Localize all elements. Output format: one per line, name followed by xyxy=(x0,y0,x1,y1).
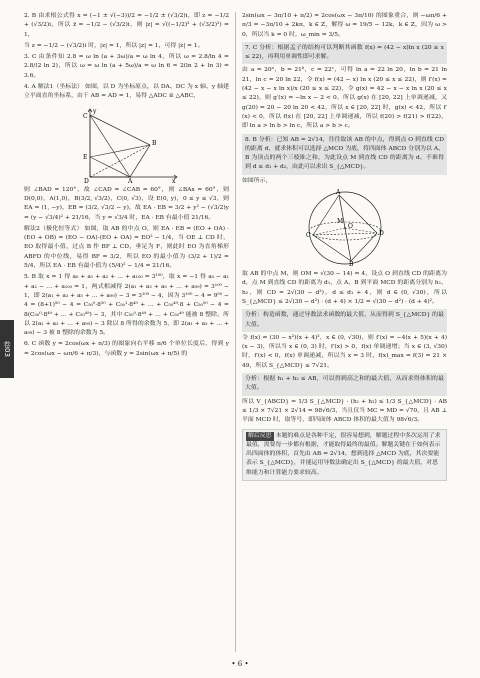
label-A: A xyxy=(335,189,340,197)
label-E: E xyxy=(82,153,87,161)
label-C: C xyxy=(82,112,88,120)
label-B: B xyxy=(151,139,156,147)
solution-4b: 则 ∠BAD = 120°，故 ∠CAD = ∠CAB = 60°，则 ∠BAx = 60°，则 D(0,0)，A(1,0)，B(3/2, √3/2)，C(0, √3)，设 E(0, y)，0 ≤ y ≤ √3，则 EA = (1, −y)，EB = (3/2, √3/2 − y)，故 EA · EB = 3/2 + y² − (√3/2)y = (y − √3/4)² + 21/16，当 y = √3/4 时，EA · EB 有最小值 21/16。 xyxy=(24,186,229,221)
label-D: D xyxy=(83,177,89,183)
volume-side-tab: 卷03 xyxy=(0,320,14,378)
solution-7-analysis: 7. C 分析：根据孟子的结构可以判断其函数 f(x) = (42 − x)ln x (20 ≤ x ≤ 22)，再利用单调性即可求解。 xyxy=(242,42,447,65)
reflection-note xyxy=(242,429,447,481)
label-M: M xyxy=(336,218,343,226)
column-divider xyxy=(235,12,236,652)
sphere-tetrahedron-diagram xyxy=(299,189,391,267)
label-y: y xyxy=(92,107,96,115)
solution-7: 由 a = 20ᵃ，b = 21ᵇ，c = 22ᶜ，可得 ln a = 22 ln 20，ln b = 21 ln 21，ln c = 20 ln 22，令 f(x) = (42 − x) ln x (20 ≤ x ≤ 22)，则 f′(x) = (42 − x − x ln x)/x (20 ≤ x ≤ 22)，令 g(x) = 42 − x − x ln x (20 ≤ x ≤ 22)，则 g′(x) = −ln x − 2 < 0，所以 g(x) 在 [20, 22] 上单调递减，又 g(20) = 20 − 20 ln 20 < 42，所以 x ∈ [20, 22] 时，g(x) < 42，所以 f′(x) < 0，所以 f(x) 在 [20, 22] 上单调递减，所以 f(20) > f(21) > f(22)，即 ln a > ln b > ln c，所以 a > b > c。 xyxy=(242,67,447,130)
label-A: A xyxy=(127,177,132,183)
page-number: • 6 • xyxy=(231,660,249,668)
reflection-text: 本题的难点是各种不定，很容易想到，解题过程中多次运用了求最值，需要每一步都有根据，才能取得最终的最值。解题关键在于如何表示出四面体的体积，首先由 AB = 2√14，想到选择 △MCD 为底，其次要能表示 S_{△MCD}，并能运用导数法确定出 S_{△MCD} 的最大值，对思维能力和计算能力要求较高。 xyxy=(246,432,441,476)
solution-8-analysis: 8. B 分析：已知 AB = 2√14，往往取该 AB 的中点，得到点 O 到直线 CD 的距离 d，就求体积可以选择 △MCD 为底，将四面体 ABCD 分别为以 A、B 为顶点的两个三棱锥之和，为此设点 M 到直线 CD 的距离为 d，不难得到 d ≤ d₁ + d₂，由此可以求出 S_{△MCD}。 xyxy=(242,134,447,175)
solution-8-conclusion: 所以 V_{ABCD} = 1/3 S_{△MCD} · (h₁ + h₂) ≤ 1/3 S_{△MCD} · AB ≤ 1/3 × 7√21 × 2√14 = 98√6/3，当且仅当 MC = MD = √70，且 AB ⊥ 平面 MCD 时，取等号，即四面体 ABCD 体积的最大值为 98√6/3。 xyxy=(242,398,447,424)
solution-2a: 2. B 由求根公式得 x = (−1 ± √(−3))/2 = −1/2 ± (√3/2)i，即 z = −1/2 + (√3/2)i，所以 z̄ = −1/2 − (√3/2)i，则 |z| = √((−1/2)² + (√3/2)²) = 1， xyxy=(24,13,229,38)
reflection-label: 解后反思 xyxy=(246,432,274,441)
solution-2b: 当 z = −1/2 − (√3/2)i 时，|z| = 1，所以 |z| = 1，可得 |z| = 1。 xyxy=(24,42,204,49)
solution-5: 5. B 取 x = 1 得 a₀ + a₁ + a₂ + … + a₁₀₀ = 3¹⁰⁰，取 x = −1 得 a₀ − a₁ + a₂ − … + a₁₀₀ = 1，两式相减得 2(a₁ + a₃ + a₅ + … + a₉₉) = 3¹⁰⁰ − 1，即 2(a₁ + a₃ + a₅ + … + a₉₉) − 3 = 3¹⁰⁰ − 4，因为 3¹⁰⁰ − 4 = 9⁵⁰ − 4 = (8+1)⁵⁰ − 4 = C₅₀⁰·8⁵⁰ + C₅₀¹·8⁴⁹ + … + C₅₀⁴⁹·8 + C₅₀⁵⁰ − 4 = 8(C₅₀⁰·8⁴⁹ + … + C₅₀⁴⁹) − 3，其中 C₅₀⁰·8⁴⁹ + … + C₅₀⁴⁹ 能被 8 整除，所以 2(a₁ + a₃ + … + a₉₉) − 3 除以 8 所得的余数为 5，即 2(a₁ + a₃ + … + a₉₉) − 3 被 8 整除的余数为 5。 xyxy=(24,274,229,337)
solution-4c: 解法2（极化恒等式） 如图，取 AB 的中点 O，则 EA · EB = (EO + OA) · (EO + OB) = (EO − OA)·(EO + OA) = EO² − 1/4，当 OE ⊥ CD 时，EO 取得最小值，过点 B 作 BF ⊥ CD，垂足为 F，则此时 EO 为直角梯形 ABFD 的中位线，易得 BF = 3/2，所以 EO 的最小值为 (3/2 + 1)/2 = 5/4，所以 EA · EB 有最小值为 (5/4)² − 1/4 = 21/16。 xyxy=(24,225,229,270)
label-O: O xyxy=(347,223,353,231)
label-C: C xyxy=(305,232,311,240)
quadrilateral-diagram xyxy=(72,105,182,183)
solution-3: 3. C 由条件知 2.8 = ω ln (a + 3ω)/a = ω ln 4，所以 ω = 2.8/ln 4 = 2.8/(2 ln 2)，所以 ω = ω ln (a + 5ω)/a = ω ln 6 ≈ 2(ln 2 + ln 3) = 3.6。 xyxy=(24,54,229,79)
solution-8-analysis-2: 分析：构造函数，通过导数法求函数的最大值，从而得到 S_{△MCD} 的最大值。 xyxy=(242,309,447,332)
coordinate-figure xyxy=(24,105,229,183)
solution-8-analysis-3: 分析：根据 h₁ + h₂ ≤ AB，可以得到高之和的最大值，从而求得体积的最大值。 xyxy=(242,373,447,396)
solution-6a: 6. C 函数 y = 2cos(ωx + π/3) 的图象向右平移 π/6 个单位长度后，得到 y = 2cos(ωx − ωπ/6 + π/3)，与函数 y = 2sin(ωx + π/5) 的 xyxy=(24,341,229,357)
solution-4a: 4. A 解法1（坐标法） 如图，以 D 为坐标原点，以 DA、DC 为 x 轴、y 轴建立平面直角坐标系，由于 AB = AD = 1，易得 △ADC ≌ △ABC， xyxy=(24,84,229,100)
solution-8-derivative: 令 f(x) = (30 − x²)(x + 4)²，x ∈ (0, √30)，则 f′(x) = −4(x + 5)(x + 4)(x − 3)，所以当 x ∈ (0, 3) 时，f′(x) > 0，f(x) 单调递增；当 x ∈ (3, √30) 时，f′(x) < 0，f(x) 单调递减，所以当 x = 3 时，f(x)_max = f(3) = 21 × 49，所以 S_{△MCD} ≤ 7√21。 xyxy=(242,334,447,369)
sphere-figure xyxy=(242,189,447,267)
label-B: B xyxy=(348,261,353,268)
solution-6b: 2sin(ωx − 3π/10 + π/2) = 2cos(ωx − 3π/10) 的图象重合，则 −ωπ/6 + π/3 = −3π/10 + 2kπ，k ∈ Z，解得 ω = 19/5 − 12k，k ∈ Z，因为 ω > 0，所以当 k = 0 时，ω_min = 3/5。 xyxy=(242,13,447,38)
right-column xyxy=(242,12,447,481)
left-column xyxy=(24,12,229,361)
label-x: x xyxy=(171,177,175,183)
label-D: D xyxy=(378,230,384,238)
solution-8-body: 取 AB 的中点 M，则 OM = √(30 − 14) = 4，设点 O 到直线 CD 的距离为 d，点 M 到直线 CD 的距离为 d₁，点 A、B 到平面 MCD 的距离分别为 h₁、h₂，则 CD = 2√(30 − d²)，d ≤ d₁ + 4，则 d ∈ (0, √30)，所以 S_{△MCD} ≤ 2√(30 − d²) · (d + 4) × 1/2 = √(30 − d²) · (d + 4)²。 xyxy=(242,271,447,305)
solution-8-intro: 如图所示， xyxy=(242,177,272,184)
